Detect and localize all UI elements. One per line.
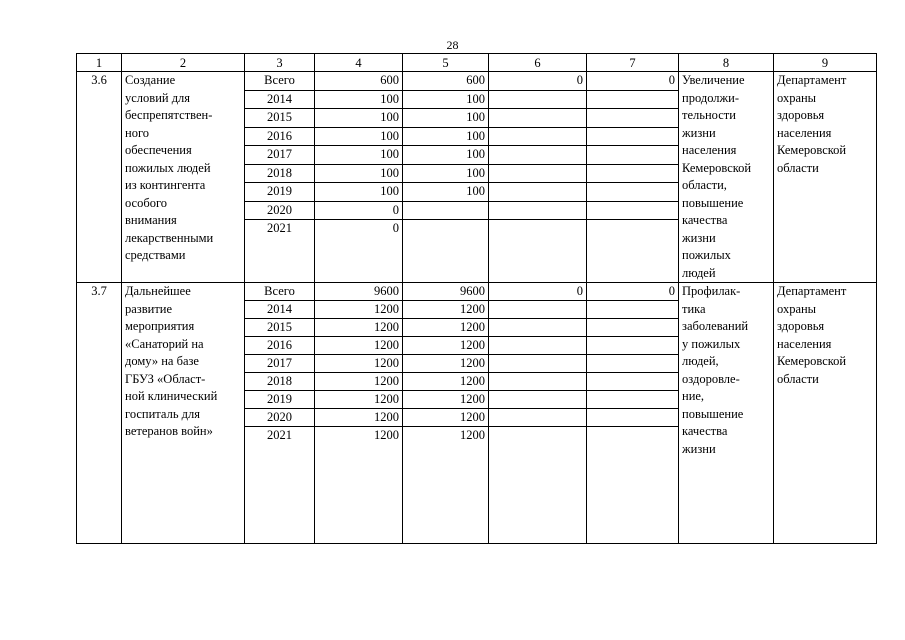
funding-cell (489, 391, 587, 409)
funding-cell: 1200 (403, 301, 489, 319)
funding-cell (489, 301, 587, 319)
funding-cell: 1200 (403, 427, 489, 544)
funding-cell: 1200 (403, 391, 489, 409)
expected-result: Увеличение продолжи- тельности жизни населения Кемеровской области, повышение качества жизни пожилых людей (679, 72, 774, 283)
year-cell: 2021 (245, 427, 315, 544)
column-header: 9 (774, 54, 877, 72)
funding-cell: 100 (315, 109, 403, 128)
year-cell: 2018 (245, 164, 315, 183)
funding-cell: 1200 (403, 319, 489, 337)
funding-cell: 9600 (403, 283, 489, 301)
funding-cell (489, 409, 587, 427)
funding-cell: 100 (315, 146, 403, 165)
year-cell: 2019 (245, 183, 315, 202)
funding-cell: 100 (403, 146, 489, 165)
funding-cell: 1200 (315, 409, 403, 427)
item-number: 3.6 (77, 72, 122, 283)
funding-cell: 100 (315, 183, 403, 202)
funding-cell: 100 (315, 164, 403, 183)
year-cell: 2021 (245, 220, 315, 283)
year-cell: 2016 (245, 127, 315, 146)
funding-cell (587, 164, 679, 183)
column-header: 7 (587, 54, 679, 72)
year-cell: 2017 (245, 146, 315, 165)
funding-cell (587, 409, 679, 427)
year-cell: 2018 (245, 373, 315, 391)
expected-result: Профилак- тика заболеваний у пожилых людей, оздоровле- ние, повышение качества жизни (679, 283, 774, 544)
funding-cell (587, 183, 679, 202)
funding-cell: 600 (403, 72, 489, 91)
funding-cell: 600 (315, 72, 403, 91)
funding-cell (489, 146, 587, 165)
responsible-executor: Департамент охраны здоровья населения Кемеровской области (774, 283, 877, 544)
item-number: 3.7 (77, 283, 122, 544)
funding-cell (489, 319, 587, 337)
funding-cell: 1200 (315, 373, 403, 391)
funding-cell (489, 355, 587, 373)
year-cell: 2017 (245, 355, 315, 373)
funding-cell: 1200 (315, 427, 403, 544)
year-cell: Всего (245, 283, 315, 301)
funding-cell: 100 (403, 109, 489, 128)
funding-cell: 100 (315, 127, 403, 146)
year-cell: 2015 (245, 109, 315, 128)
funding-cell (587, 201, 679, 220)
funding-cell: 1200 (315, 391, 403, 409)
page-number: 28 (446, 38, 459, 52)
funding-cell: 1200 (315, 301, 403, 319)
funding-cell: 1200 (315, 319, 403, 337)
funding-cell (489, 109, 587, 128)
column-header: 4 (315, 54, 403, 72)
funding-cell: 100 (403, 183, 489, 202)
funding-cell (587, 220, 679, 283)
funding-cell (403, 201, 489, 220)
year-cell: 2014 (245, 301, 315, 319)
funding-cell (587, 127, 679, 146)
funding-cell (587, 337, 679, 355)
funding-cell: 9600 (315, 283, 403, 301)
funding-cell: 0 (315, 201, 403, 220)
funding-cell: 0 (489, 72, 587, 91)
funding-cell (489, 127, 587, 146)
column-header: 1 (77, 54, 122, 72)
column-header: 8 (679, 54, 774, 72)
funding-cell: 1200 (315, 355, 403, 373)
funding-cell: 1200 (315, 337, 403, 355)
table-row (77, 72, 877, 91)
funding-cell (489, 373, 587, 391)
funding-cell: 0 (489, 283, 587, 301)
column-header: 6 (489, 54, 587, 72)
funding-cell: 1200 (403, 373, 489, 391)
funding-cell (587, 391, 679, 409)
funding-cell: 100 (315, 90, 403, 109)
year-cell: 2015 (245, 319, 315, 337)
table-row (77, 283, 877, 301)
funding-cell (489, 337, 587, 355)
funding-cell: 100 (403, 164, 489, 183)
column-header: 2 (122, 54, 245, 72)
year-cell: 2016 (245, 337, 315, 355)
column-header: 5 (403, 54, 489, 72)
year-cell: Всего (245, 72, 315, 91)
funding-cell (489, 220, 587, 283)
year-cell: 2014 (245, 90, 315, 109)
column-header: 3 (245, 54, 315, 72)
funding-cell (489, 90, 587, 109)
funding-cell (587, 355, 679, 373)
item-description: Создание условий для беспрепятствен- ного обеспечения пожилых людей из контингента особого внимания лекарственными средствами (122, 72, 245, 283)
funding-cell: 1200 (403, 409, 489, 427)
funding-cell (587, 319, 679, 337)
year-cell: 2019 (245, 391, 315, 409)
funding-cell (587, 109, 679, 128)
year-cell: 2020 (245, 201, 315, 220)
funding-cell: 0 (587, 72, 679, 91)
funding-cell (489, 164, 587, 183)
funding-cell: 100 (403, 90, 489, 109)
funding-cell (587, 90, 679, 109)
funding-cell: 0 (315, 220, 403, 283)
funding-cell: 1200 (403, 337, 489, 355)
year-cell: 2020 (245, 409, 315, 427)
funding-cell (489, 201, 587, 220)
funding-cell: 100 (403, 127, 489, 146)
item-description: Дальнейшее развитие мероприятия «Санаторий на дому» на базе ГБУЗ «Област- ной клинический госпиталь для ветеранов войн» (122, 283, 245, 544)
funding-cell: 1200 (403, 355, 489, 373)
funding-cell (587, 427, 679, 544)
funding-cell (403, 220, 489, 283)
program-table (76, 53, 877, 544)
funding-cell (489, 427, 587, 544)
header-row (77, 54, 877, 72)
funding-cell: 0 (587, 283, 679, 301)
funding-cell (587, 146, 679, 165)
funding-cell (489, 183, 587, 202)
funding-cell (587, 301, 679, 319)
funding-cell (587, 373, 679, 391)
responsible-executor: Департамент охраны здоровья населения Кемеровской области (774, 72, 877, 283)
